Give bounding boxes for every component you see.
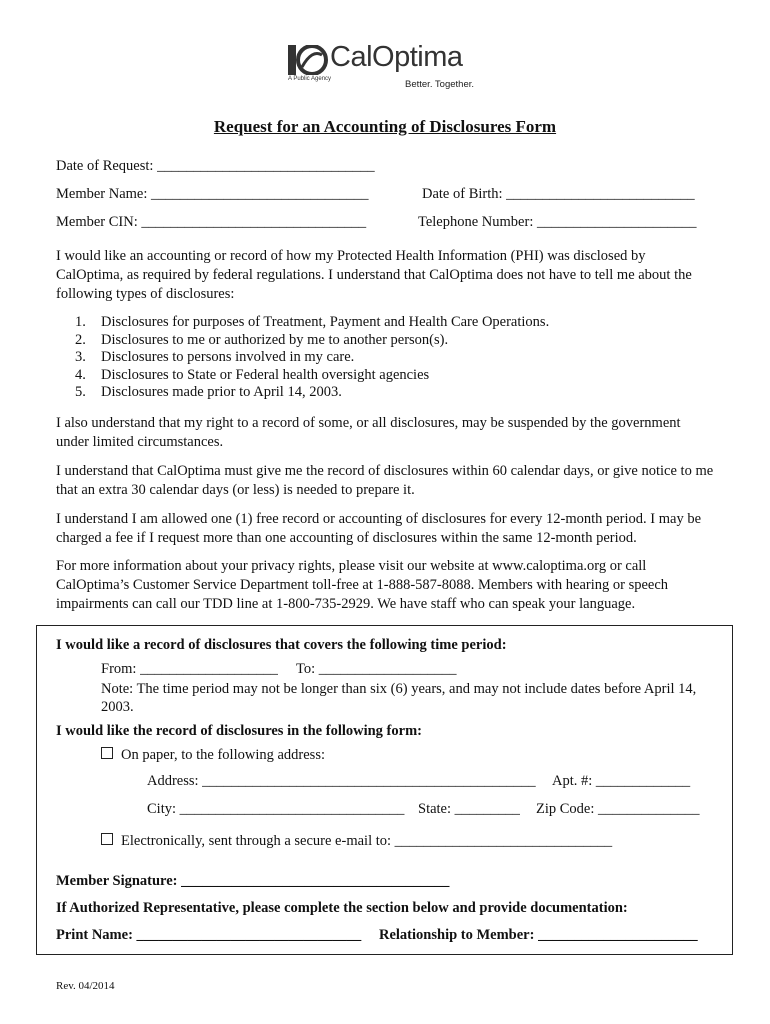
- date-of-request-field[interactable]: Date of Request: ______________________________: [56, 158, 375, 174]
- logo-sub: A Public Agency: [288, 76, 332, 82]
- form-title: Request for an Accounting of Disclosures Form: [213, 117, 557, 136]
- to-field[interactable]: To: ___________________: [296, 661, 457, 677]
- period-heading: I would like a record of disclosures that covers the following time period:: [56, 637, 507, 653]
- logo-name: CalOptima: [330, 41, 463, 73]
- paper-option[interactable]: [101, 747, 325, 764]
- paper-checkbox[interactable]: [101, 747, 113, 759]
- form-heading: I would like the record of disclosures in the following form:: [56, 723, 422, 739]
- zip-field[interactable]: Zip Code: ______________: [536, 801, 700, 817]
- sixty-days-paragraph: I understand that CalOptima must give me the record of disclosures within 60 calendar days, or give notice to me that an extra 30 calendar days (or less) is needed to prepare it.: [56, 463, 714, 498]
- intro-paragraph: I would like an accounting or record of how my Protected Health Information (PHI) was disclosed by CalOptima, as required by federal regulations. I understand that CalOptima does not have to tell me about the following types of disclosures:: [56, 248, 692, 302]
- from-field[interactable]: From: ___________________: [101, 661, 278, 677]
- electronic-checkbox[interactable]: [101, 833, 113, 845]
- date-of-birth-field[interactable]: Date of Birth: __________________________: [422, 186, 695, 202]
- address-field[interactable]: Address: ______________________________________________: [147, 773, 536, 789]
- period-note: Note: The time period may not be longer than six (6) years, and may not include dates before April 14, 2003.: [101, 681, 697, 715]
- rep-heading: If Authorized Representative, please complete the section below and provide documentation:: [56, 900, 628, 916]
- electronic-label: Electronically, sent through a secure e-mail to: ______________________________: [121, 833, 613, 849]
- caloptima-logo-mark-icon: [288, 45, 328, 75]
- electronic-option[interactable]: [101, 833, 612, 850]
- member-name-field[interactable]: Member Name: ______________________________: [56, 186, 369, 202]
- logo-tagline: Better. Together.: [405, 79, 475, 90]
- relationship-field[interactable]: Relationship to Member: ______________________: [379, 927, 698, 943]
- telephone-field[interactable]: Telephone Number: ______________________: [418, 214, 697, 230]
- revision-label: Rev. 04/2014: [56, 980, 115, 992]
- caloptima-logo: [288, 43, 488, 93]
- list-item: 4. Disclosures to State or Federal health oversight agencies: [75, 366, 430, 383]
- city-field[interactable]: City: _______________________________: [147, 801, 405, 817]
- member-cin-field[interactable]: Member CIN: _______________________________: [56, 214, 367, 230]
- privacy-info-paragraph: For more information about your privacy rights, please visit our website at www.caloptima.org or call CalOptima’s Customer Service Department toll-free at 1-888-587-8088. Members with hearing or speech impairments can call our TDD line at 1-800-735-2929. We have staff who can speak your language.: [56, 558, 669, 612]
- member-signature-field[interactable]: Member Signature: _____________________________________: [56, 873, 450, 889]
- list-item: 5. Disclosures made prior to April 14, 2003.: [75, 384, 342, 400]
- state-field[interactable]: State: _________: [418, 801, 520, 817]
- print-name-field[interactable]: Print Name: _______________________________: [56, 927, 362, 943]
- free-record-paragraph: I understand I am allowed one (1) free record or accounting of disclosures for every 12-month period. I may be charged a fee if I request more than one accounting of disclosures within the same 12-month period.: [56, 511, 702, 546]
- list-item: 1. Disclosures for purposes of Treatment, Payment and Health Care Operations.: [75, 314, 550, 330]
- apt-field[interactable]: Apt. #: _____________: [552, 773, 691, 789]
- paper-label: On paper, to the following address:: [121, 747, 325, 763]
- suspension-paragraph: I also understand that my right to a record of some, or all disclosures, may be suspended by the government under limited circumstances.: [56, 415, 681, 450]
- disclosure-exceptions-list: [75, 314, 549, 402]
- list-item: 3. Disclosures to persons involved in my care.: [75, 349, 355, 365]
- list-item: 2. Disclosures to me or authorized by me to another person(s).: [75, 331, 449, 348]
